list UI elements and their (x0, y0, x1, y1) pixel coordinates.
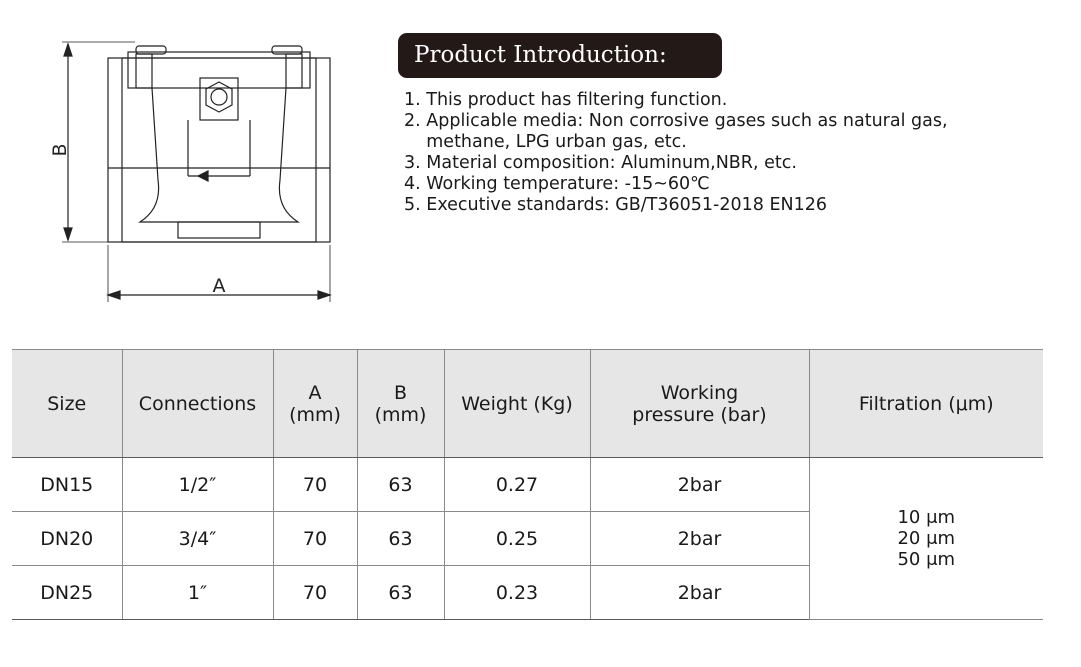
cell-weight: 0.23 (444, 566, 590, 620)
header-pressure-line1: Working (660, 381, 739, 404)
header-b-line1: B (393, 381, 408, 404)
cell-pressure: 2bar (590, 566, 809, 620)
cell-connections: 3/4″ (122, 512, 273, 566)
intro-item: 5. Executive standards: GB/T36051-2018 EN126 (404, 195, 828, 215)
cell-b: 63 (357, 458, 444, 512)
header-weight: Weight (Kg) (444, 350, 590, 458)
header-size: Size (12, 350, 122, 458)
table-header-row (12, 350, 1043, 458)
header-a (273, 350, 357, 458)
cell-pressure: 2bar (590, 458, 809, 512)
header-a-line2: (mm) (289, 403, 341, 426)
cell-connections: 1″ (122, 566, 273, 620)
header-a-line1: A (308, 381, 322, 404)
intro-item: methane, LPG urban gas, etc. (404, 132, 687, 152)
filtration-value: 20 μm (897, 528, 956, 549)
dimension-b-label: B (49, 143, 71, 157)
cell-b: 63 (357, 512, 444, 566)
cell-a: 70 (273, 566, 357, 620)
intro-item: 3. Material composition: Aluminum,NBR, etc. (404, 153, 797, 173)
cell-pressure: 2bar (590, 512, 809, 566)
intro-item: 2. Applicable media: Non corrosive gases such as natural gas, (404, 111, 948, 131)
header-b (357, 350, 444, 458)
spec-table (12, 349, 1043, 620)
cell-size: DN20 (12, 512, 122, 566)
table-row (12, 458, 1043, 512)
dimension-a-label: A (212, 275, 226, 297)
header-connections: Connections (122, 350, 273, 458)
header-filtration: Filtration (μm) (809, 350, 1043, 458)
product-drawing (40, 30, 350, 310)
cell-weight: 0.27 (444, 458, 590, 512)
intro-list (404, 90, 948, 216)
cell-a: 70 (273, 458, 357, 512)
intro-item: 4. Working temperature: -15~60℃ (404, 174, 710, 194)
cell-size: DN15 (12, 458, 122, 512)
intro-title: Product Introduction: (398, 33, 722, 78)
header-b-line2: (mm) (374, 403, 427, 426)
cell-weight: 0.25 (444, 512, 590, 566)
cell-a: 70 (273, 512, 357, 566)
cell-size: DN25 (12, 566, 122, 620)
header-pressure (590, 350, 809, 458)
cell-connections: 1/2″ (122, 458, 273, 512)
intro-item: 1. This product has filtering function. (404, 90, 728, 110)
filtration-value: 10 μm (897, 507, 956, 528)
cell-b: 63 (357, 566, 444, 620)
filtration-value: 50 μm (897, 549, 956, 570)
header-pressure-line2: pressure (bar) (632, 403, 767, 426)
cell-filtration (809, 458, 1043, 620)
